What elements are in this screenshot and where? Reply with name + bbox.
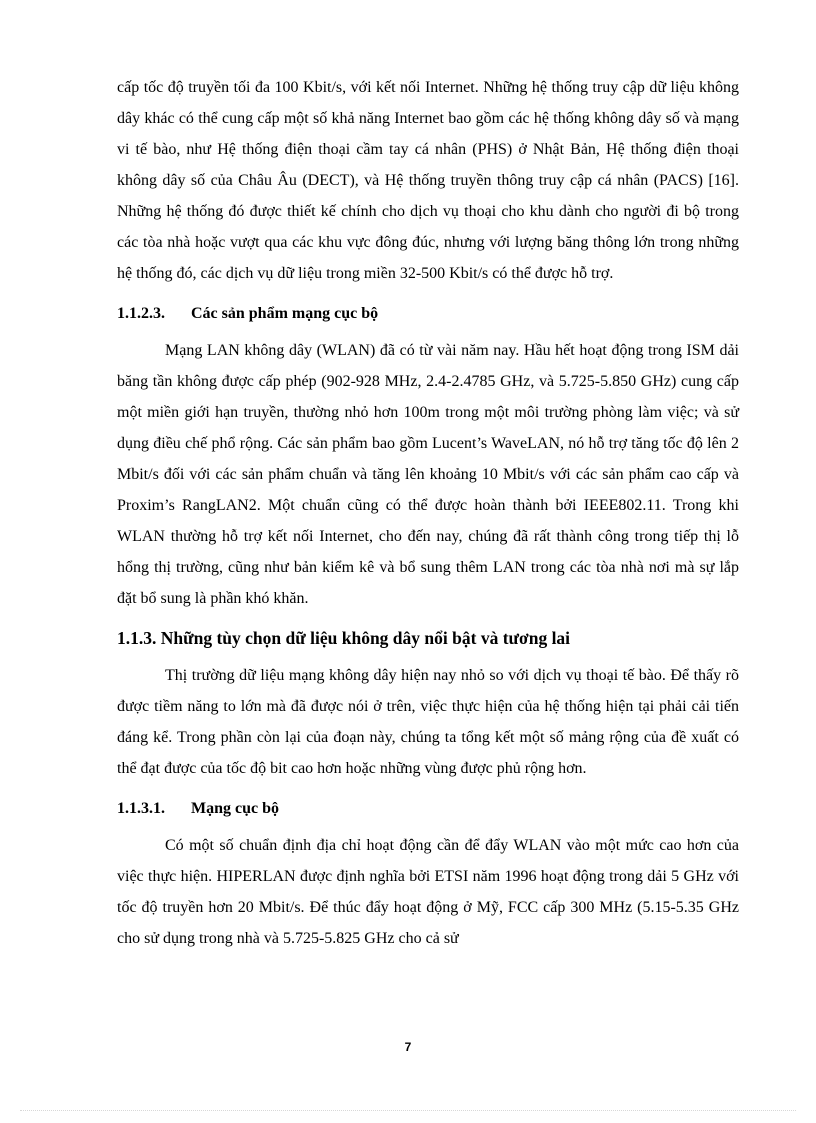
heading-text: Các sản phẩm mạng cục bộ [191, 305, 379, 322]
paragraph-wlan-products: Mạng LAN không dây (WLAN) đã có từ vài năm nay. Hầu hết hoạt động trong ISM dải băng tần không được cấp phép (902-928 MHz, 2.4-2.4785 GHz, và 5.725-5.850 GHz) cung cấp một miền giới hạn truyền, thường nhỏ hơn 100m trong một môi trường phòng làm việc; và sử dụng điều chế phổ rộng. Các sản phẩm bao gồm Lucent’s WaveLAN, nó hỗ trợ tăng tốc độ lên 2 Mbit/s đối với các sản phẩm chuẩn và tăng lên khoảng 10 Mbit/s với các sản phẩm cao cấp và Proxim’s RangLAN2. Một chuẩn cũng có thể được hoàn thành bởi IEEE802.11. Trong khi WLAN thường hỗ trợ kết nối Internet, cho đến nay, chúng đã rất thành công trong tiếp thị lỗ hổng thị trường, cũng như bản kiểm kê và bổ sung thêm LAN trong các tòa nhà nơi mà sự lắp đặt bổ sung là phần khó khăn. [117, 342, 739, 607]
heading-number: 1.1.2.3. [117, 305, 165, 322]
heading-number: 1.1.3.1. [117, 800, 165, 817]
paragraph-wlan-standards: Có một số chuẩn định địa chỉ hoạt động cần để đẩy WLAN vào một mức cao hơn của việc thực hiện. HIPERLAN được định nghĩa bởi ETSI năm 1996 hoạt động trong dải 5 GHz với tốc độ truyền hơn 20 Mbit/s. Để thúc đẩy hoạt động ở Mỹ, FCC cấp 300 MHz (5.15-5.35 GHz cho sử dụng trong nhà và 5.725-5.825 GHz cho cả sử [117, 837, 739, 947]
page-content [117, 72, 739, 954]
heading-1-1-3: 1.1.3. Những tùy chọn dữ liệu không dây nổi bật và tương lai [117, 628, 571, 648]
heading-text: Mạng cục bộ [191, 800, 279, 817]
paragraph-market-outlook: Thị trường dữ liệu mạng không dây hiện nay nhỏ so với dịch vụ thoại tế bào. Để thấy rõ được tiềm năng to lớn mà đã được nói ở trên, việc thực hiện của hệ thống hiện tại phải cải tiến đáng kể. Trong phần còn lại của đoạn này, chúng ta tổng kết một số mảng rộng của đề xuất có thể đạt được của tốc độ bit cao hơn hoặc những vùng được phủ rộng hơn. [117, 667, 739, 777]
paragraph-wireless-data-systems: cấp tốc độ truyền tối đa 100 Kbit/s, với kết nối Internet. Những hệ thống truy cập dữ liệu không dây khác có thể cung cấp một số khả năng Internet bao gồm các hệ thống không dây số và mạng vi tế bào, như Hệ thống điện thoại cầm tay cá nhân (PHS) ở Nhật Bản, Hệ thống điện thoại không dây số của Châu Âu (DECT), và Hệ thống truyền thông truy cập cá nhân (PACS) [16]. Những hệ thống đó được thiết kế chính cho dịch vụ thoại cho khu dành cho người đi bộ trong các tòa nhà hoặc vượt qua các khu vực đông đúc, nhưng với lượng băng thông lớn trong những hệ thống đó, các dịch vụ dữ liệu trong miền 32-500 Kbit/s có thể được hỗ trợ. [117, 79, 739, 282]
heading-1-1-2-3 [117, 298, 739, 329]
page-number: 7 [404, 1040, 412, 1054]
heading-1-1-3-1 [117, 793, 739, 824]
page-bottom-rule [20, 1110, 796, 1111]
